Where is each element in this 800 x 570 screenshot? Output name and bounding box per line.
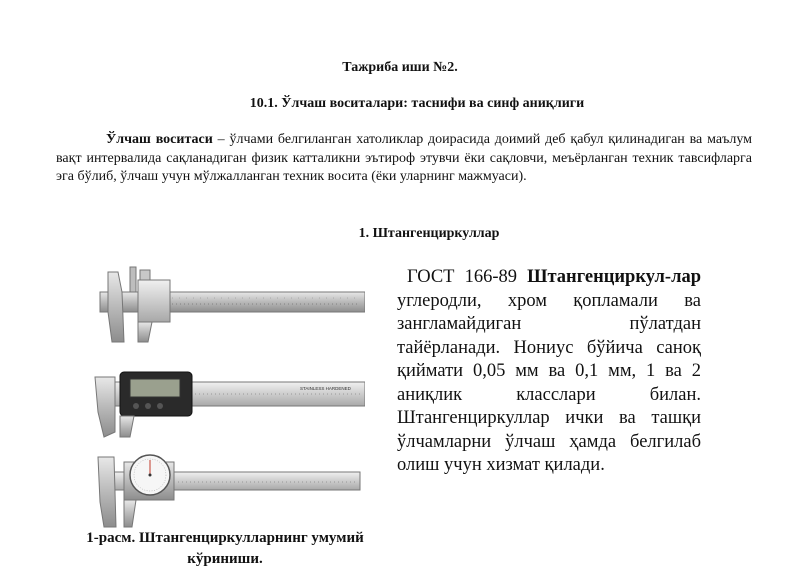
figure-caption: 1-расм. Штангенциркулларнинг умумий кўриниши. bbox=[86, 530, 364, 567]
intro-term: Ўлчаш воситаси bbox=[106, 132, 213, 147]
digital-caliper-image bbox=[95, 372, 365, 437]
intro-paragraph bbox=[56, 131, 752, 187]
description-term: Штангенциркул-лар bbox=[527, 267, 701, 287]
caliper-engraving: STAINLESS HARDENED bbox=[300, 386, 351, 391]
description-prefix: ГОСТ 166-89 bbox=[407, 267, 528, 287]
calipers-illustration bbox=[90, 262, 365, 530]
dial-caliper-image bbox=[98, 455, 360, 527]
calipers-figure bbox=[90, 262, 365, 530]
description-text: углеродли, хром қопламали ва зангламайдиган пўлатдан тайёрланади. Нониус бўйича саноқ қиймати 0,05 мм ва 0,1 мм, 1 ва 2 аниқлик класслари билан. Штангенциркуллар ички ва ташқи ўлчамларни ўлчаш ҳамда белгилаб олиш учун хизмат қилади. bbox=[397, 290, 701, 475]
intro-text: – ўлчами белгиланган хатоликлар доирасида доимий деб қабул қилинадиган ва маълум вақт интервалида сақланадиган физик катталикни эътироф этувчи ёки сақловчи, меъёрланган техник тавсифларга эга бўлиб, ўлчаш учун мўлжалланган техник восита (ёки уларнинг мажмуаси). bbox=[56, 132, 752, 184]
caliper-description bbox=[397, 266, 701, 478]
document-title: Тажриба иши №2. bbox=[342, 60, 458, 75]
document-subtitle: 10.1. Ўлчаш воситалари: таснифи ва синф аниқлиги bbox=[249, 96, 585, 111]
section-heading: 1. Штангенциркуллар bbox=[358, 226, 500, 241]
vernier-caliper-image bbox=[100, 267, 365, 342]
